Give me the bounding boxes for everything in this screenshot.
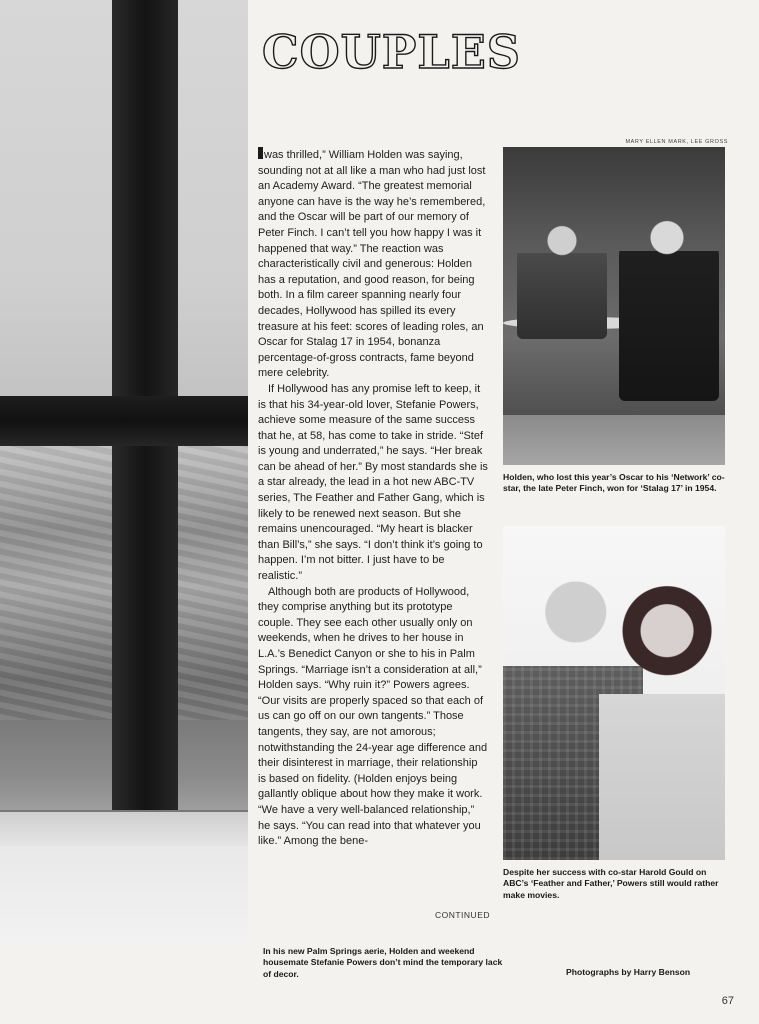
photo-holden-finch	[503, 147, 725, 465]
floor-shape	[503, 415, 725, 465]
window-sill	[0, 810, 248, 848]
floor	[0, 846, 248, 945]
caption-top-right: Holden, who lost this year’s Oscar to his ‘Network’ co-star, the late Peter Finch, won for ‘Stalag 17’ in 1954.	[503, 472, 725, 494]
left-photo-window-view	[0, 0, 248, 945]
article-paragraph-3: Although both are products of Hollywood, they comprise anything but its prototype couple. They see each other usually only on weekends, when he drives to her house in L.A.’s Benedict Canyon or she to his in Palm Springs. “Marriage isn’t a consideration at all,” Holden says. “Why ruin it?” Powers agrees. “Our visits are properly spaced so that each of us can go off on our own tangents.” Those tangents, they say, are not amorous; notwithstanding the 24-year age difference and their disinterest in marriage, their relationship is based on fidelity. (Holden enjoys being gallantly oblique about how they make it work. “We have a very well-balanced relationship,” he says. “You can read into that whatever you like.” Among the bene-	[258, 585, 488, 848]
figure-woman	[599, 566, 725, 860]
article-paragraph-2: If Hollywood has any promise left to keep, it is that his 34-year-old lover, Stefanie Powers, achieve some measure of the same success that he, at 58, has come to take in stride. “Stef is young and underrated,” he says. “Her break can be ahead of her.” By most standards she is a star already, the lead in a hot new ABC-TV series, The Feather and Father Gang, which is likely to be renewed next season. But she remains unencouraged. “My heart is blacker than Bill’s,” she says. “I don’t think it’s going to happen. I’m not bitter. I just have to be realistic.”	[258, 382, 488, 583]
caption-left-photo: In his new Palm Springs aerie, Holden and weekend housemate Stefanie Powers don’t mind the temporary lack of decor.	[263, 946, 503, 979]
window-beam	[0, 396, 248, 446]
initial-bar-icon	[258, 147, 263, 159]
figure-left-man	[517, 219, 607, 339]
page-number: 67	[721, 995, 734, 1007]
photographs-credit: Photographs by Harry Benson	[566, 967, 691, 977]
continued-label: CONTINUED	[434, 910, 490, 920]
photo-credit-line: MARY ELLEN MARK, LEE GROSS	[625, 139, 728, 145]
figure-right-man	[619, 211, 719, 401]
section-title: COUPLES	[262, 25, 522, 79]
article-paragraph-1	[258, 147, 488, 382]
article-body	[258, 147, 488, 850]
paragraph-1-text: was thrilled,” William Holden was saying, sounding not at all like a man who had just lost an Academy Award. “The greatest memorial anyone can have is the way he’s remembered, and the Oscar will be part of our memory of Peter Finch. I can’t tell you how happy I was it happened that way.” The reaction was characteristically civil and generous: Holden has a reputation, and good reason, for being both. In a film career spanning nearly four decades, Hollywood has spilled its every treasure at his feet: scores of leading roles, an Oscar for Stalag 17 in 1954, bonanza percentage-of-gross contracts, fame beyond mere celebrity.	[258, 149, 486, 380]
caption-bottom-right: Despite her success with co-star Harold Gould on ABC’s ‘Feather and Father,’ Powers still would rather make movies.	[503, 867, 719, 900]
photo-gould-powers	[503, 526, 725, 860]
